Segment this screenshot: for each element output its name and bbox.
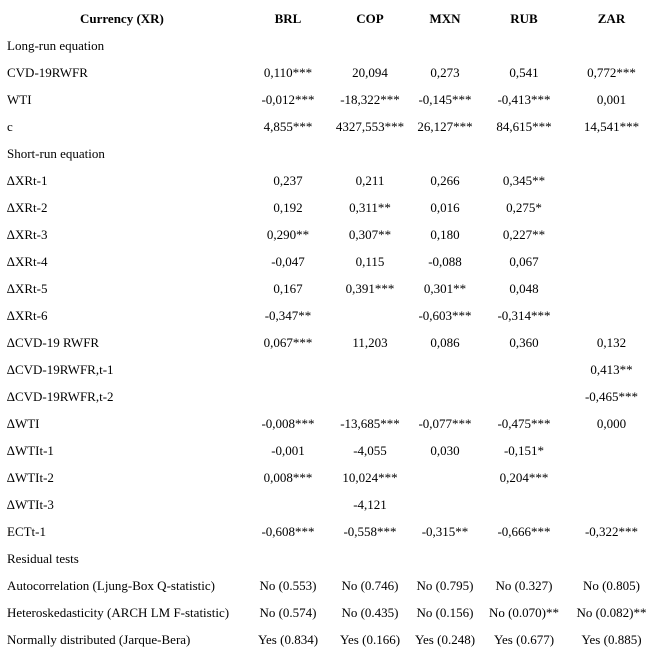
cell-cop: 0,307**	[348, 227, 392, 242]
cell-zar	[568, 437, 655, 464]
table-row	[0, 599, 655, 626]
row-label: ∆WTI	[7, 416, 40, 431]
cell-zar	[568, 545, 655, 572]
cell-cop: -4,055	[353, 443, 387, 458]
cell-zar	[568, 491, 655, 518]
cell-zar	[568, 302, 655, 329]
cell-rub: 0,067	[509, 254, 539, 269]
cell-brl: No (0.574)	[259, 605, 317, 620]
cell-cop: 11,203	[352, 335, 388, 350]
cell-rub: 0,227**	[502, 227, 546, 242]
cell-zar	[568, 248, 655, 275]
cell-cop: -4,121	[353, 497, 387, 512]
row-label: Heteroskedasticity (ARCH LM F-statistic)	[7, 605, 230, 620]
cell-rub: 0,048	[509, 281, 539, 296]
cell-rub	[480, 140, 568, 167]
cell-cop: -0,558***	[343, 524, 397, 539]
header-col-cop: COP	[356, 11, 384, 26]
cell-zar	[568, 140, 655, 167]
cell-rub	[480, 491, 568, 518]
row-label: ∆CVD-19 RWFR	[7, 335, 100, 350]
cell-mxn: 0,030	[430, 443, 460, 458]
cell-brl	[248, 32, 328, 59]
cell-mxn: No (0.795)	[416, 578, 474, 593]
cell-zar: 0,000	[596, 416, 627, 431]
table-row	[0, 626, 655, 653]
cell-zar	[568, 32, 655, 59]
row-label: Residual tests	[7, 551, 79, 566]
table-row	[0, 167, 655, 194]
cell-rub	[480, 356, 568, 383]
row-label: ∆WTIt-2	[7, 470, 54, 485]
cell-rub: 84,615***	[496, 119, 552, 134]
table-row	[0, 545, 655, 572]
header-row	[0, 5, 655, 32]
cell-brl	[248, 545, 328, 572]
cell-brl: -0,001	[271, 443, 305, 458]
row-label: ∆XRt-5	[7, 281, 48, 296]
cell-mxn: 0,016	[430, 200, 460, 215]
cell-rub	[480, 383, 568, 410]
cell-rub: 0,204***	[499, 470, 549, 485]
cell-cop: 20,094	[352, 65, 388, 80]
table-row	[0, 275, 655, 302]
cell-brl: -0,608***	[261, 524, 315, 539]
table-row	[0, 491, 655, 518]
cell-zar	[568, 275, 655, 302]
cell-brl: 0,192	[273, 200, 303, 215]
table-row	[0, 194, 655, 221]
cell-cop	[330, 32, 410, 59]
cell-mxn: Yes (0.248)	[414, 632, 476, 647]
cell-mxn: -0,315**	[421, 524, 469, 539]
table-row	[0, 248, 655, 275]
cell-rub: No (0.327)	[495, 578, 553, 593]
table-row	[0, 59, 655, 86]
cell-cop: 10,024***	[342, 470, 398, 485]
cell-zar	[568, 167, 655, 194]
cell-cop: 0,391***	[345, 281, 395, 296]
table-row	[0, 140, 655, 167]
cell-brl	[248, 383, 328, 410]
cell-zar: 0,413**	[590, 362, 633, 377]
cell-brl	[248, 140, 328, 167]
cell-mxn: 0,086	[430, 335, 460, 350]
cell-rub	[480, 545, 568, 572]
cell-rub	[480, 32, 568, 59]
cell-zar: -0,322***	[584, 524, 639, 539]
cell-zar	[568, 221, 655, 248]
row-label: Long-run equation	[7, 38, 105, 53]
cell-mxn: No (0.156)	[416, 605, 474, 620]
table-row	[0, 32, 655, 59]
row-label: ∆XRt-4	[7, 254, 48, 269]
cell-mxn	[410, 32, 480, 59]
cell-brl: 0,237	[273, 173, 303, 188]
table-row	[0, 302, 655, 329]
cell-rub: 0,541	[509, 65, 539, 80]
row-label: Autocorrelation (Ljung-Box Q-statistic)	[7, 578, 215, 593]
cell-cop: 0,115	[355, 254, 385, 269]
table-row	[0, 383, 655, 410]
cell-brl	[248, 356, 328, 383]
cell-mxn: 0,180	[430, 227, 460, 242]
table-row	[0, 356, 655, 383]
cell-mxn	[410, 464, 480, 491]
row-label: Normally distributed (Jarque-Bera)	[7, 632, 191, 647]
cell-cop: Yes (0.166)	[339, 632, 401, 647]
cell-brl: -0,347**	[264, 308, 312, 323]
row-label: CVD-19RWFR	[7, 65, 88, 80]
cell-mxn: 0,266	[430, 173, 460, 188]
cell-mxn: 0,301**	[423, 281, 467, 296]
cell-rub: 0,360	[509, 335, 539, 350]
cell-brl	[248, 491, 328, 518]
row-label: c	[7, 119, 13, 134]
cell-rub: 0,345**	[502, 173, 546, 188]
cell-cop: -13,685***	[340, 416, 400, 431]
table-row	[0, 572, 655, 599]
cell-mxn: 0,273	[430, 65, 460, 80]
cell-zar: 0,132	[596, 335, 627, 350]
cell-mxn	[410, 356, 480, 383]
cell-rub: -0,666***	[497, 524, 551, 539]
row-label: ∆CVD-19RWFR,t-2	[7, 389, 114, 404]
cell-cop: No (0.746)	[341, 578, 399, 593]
cell-brl: -0,012***	[261, 92, 315, 107]
row-label: WTI	[7, 92, 32, 107]
cell-zar: 0,772***	[587, 65, 636, 80]
cell-rub: Yes (0.677)	[493, 632, 555, 647]
row-label: ∆XRt-1	[7, 173, 48, 188]
header-currency-label: Currency (XR)	[80, 11, 164, 26]
cell-cop: No (0.435)	[341, 605, 399, 620]
cell-brl: 0,290**	[266, 227, 310, 242]
cell-brl: 0,110***	[263, 65, 313, 80]
cell-brl: 4,855***	[263, 119, 313, 134]
cell-brl: Yes (0.834)	[257, 632, 319, 647]
row-label: ∆WTIt-3	[7, 497, 54, 512]
cell-zar: 0,001	[596, 92, 627, 107]
row-label: ∆WTIt-1	[7, 443, 54, 458]
table-row	[0, 86, 655, 113]
cell-brl: 0,067***	[263, 335, 313, 350]
cell-brl: -0,047	[271, 254, 305, 269]
cell-rub: -0,151*	[503, 443, 545, 458]
cell-cop	[330, 302, 410, 329]
row-label: ∆XRt-2	[7, 200, 48, 215]
cell-mxn: -0,088	[428, 254, 462, 269]
cell-mxn	[410, 545, 480, 572]
header-col-mxn: MXN	[429, 11, 461, 26]
row-label: Short-run equation	[7, 146, 105, 161]
cell-zar: Yes (0.885)	[581, 632, 642, 647]
cell-cop: 0,211	[355, 173, 385, 188]
table-row	[0, 221, 655, 248]
row-label: ∆XRt-6	[7, 308, 48, 323]
cell-brl: 0,167	[273, 281, 303, 296]
row-label: ECTt-1	[7, 524, 46, 539]
cell-rub: -0,413***	[497, 92, 551, 107]
cell-brl: 0,008***	[263, 470, 313, 485]
header-col-brl: BRL	[274, 11, 302, 26]
cell-cop: -18,322***	[340, 92, 400, 107]
cell-mxn	[410, 491, 480, 518]
cell-rub: -0,314***	[497, 308, 551, 323]
cell-cop	[330, 383, 410, 410]
header-col-rub: RUB	[510, 11, 538, 26]
cell-zar: 14,541***	[583, 119, 640, 134]
cell-mxn	[410, 383, 480, 410]
table-row	[0, 437, 655, 464]
cell-mxn: 26,127***	[417, 119, 473, 134]
table-row	[0, 113, 655, 140]
cell-zar	[568, 194, 655, 221]
table-row	[0, 329, 655, 356]
cell-mxn: -0,077***	[418, 416, 472, 431]
cell-brl: -0,008***	[261, 416, 315, 431]
table-row	[0, 410, 655, 437]
cell-brl: No (0.553)	[259, 578, 317, 593]
cell-cop	[330, 140, 410, 167]
table-row	[0, 464, 655, 491]
cell-cop: 4327,553***	[335, 119, 405, 134]
row-label: ∆CVD-19RWFR,t-1	[7, 362, 114, 377]
cell-zar: No (0.082)**	[576, 605, 647, 620]
cell-cop: 0,311**	[349, 200, 391, 215]
cell-cop	[330, 356, 410, 383]
cell-rub: -0,475***	[497, 416, 551, 431]
cell-mxn	[410, 140, 480, 167]
cell-zar	[568, 464, 655, 491]
row-label: ∆XRt-3	[7, 227, 48, 242]
cell-mxn: -0,603***	[418, 308, 472, 323]
header-col-zar: ZAR	[597, 11, 626, 26]
cell-rub: 0,275*	[506, 200, 542, 215]
cell-cop	[330, 545, 410, 572]
table-row	[0, 518, 655, 545]
cell-zar: -0,465***	[584, 389, 639, 404]
cell-rub: No (0.070)**	[488, 605, 560, 620]
cell-zar: No (0.805)	[582, 578, 641, 593]
cell-mxn: -0,145***	[418, 92, 472, 107]
